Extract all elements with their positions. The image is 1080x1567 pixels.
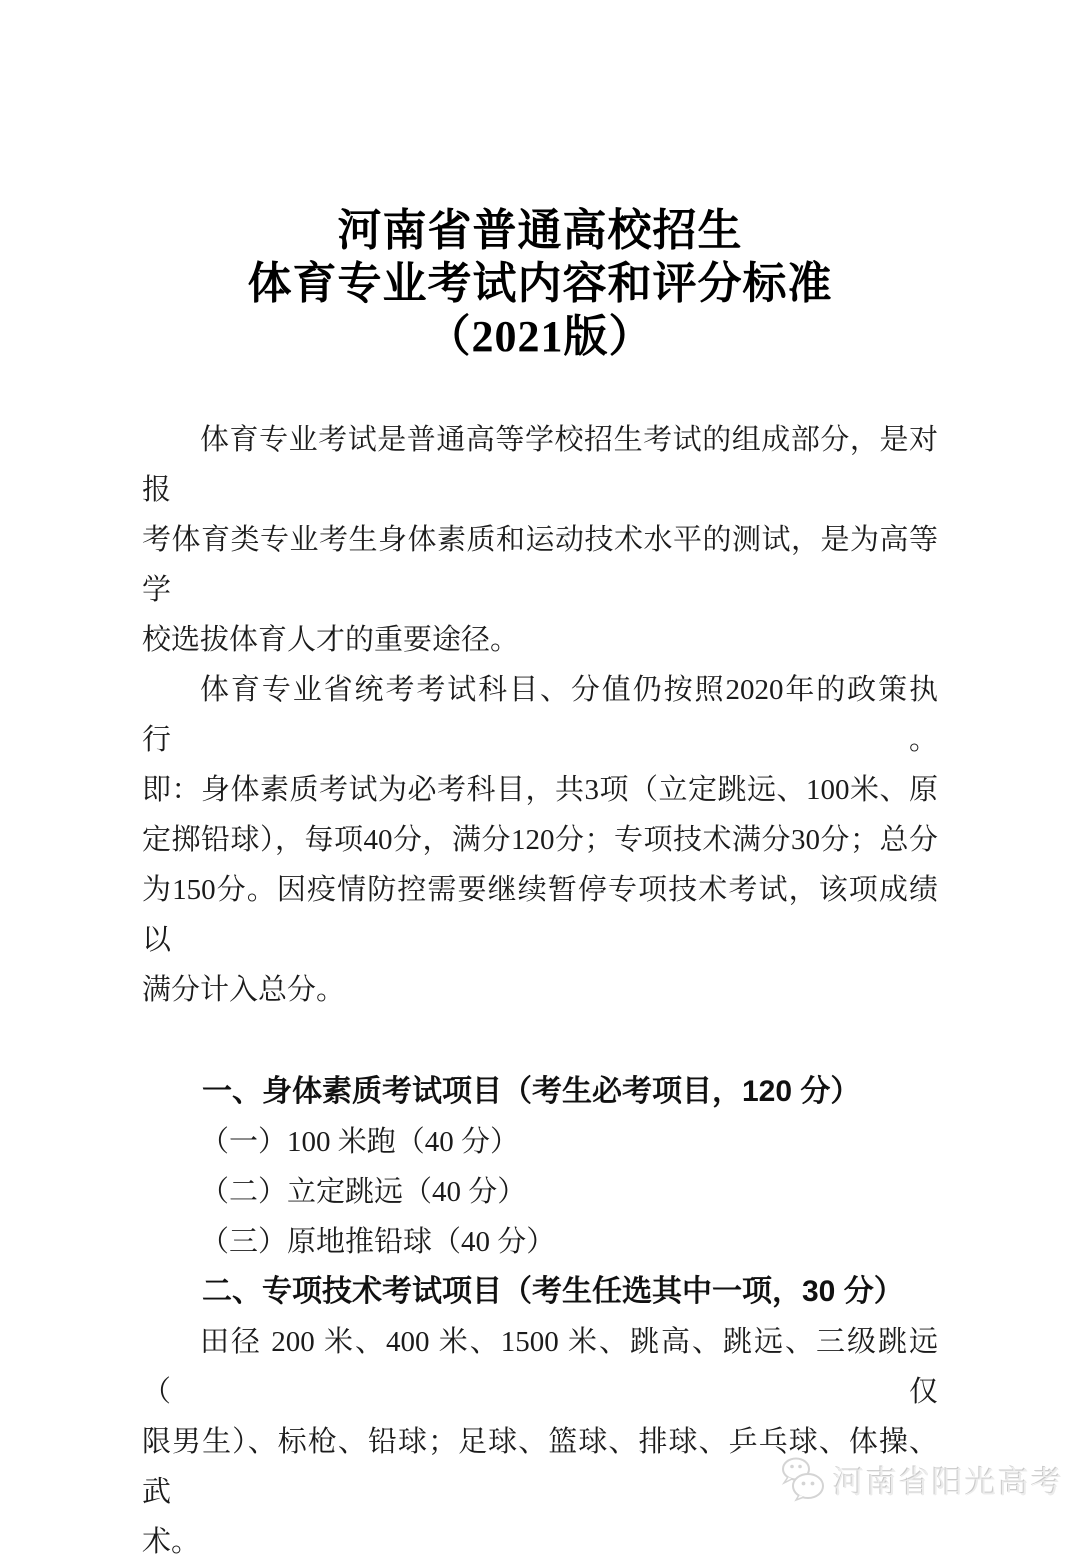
paragraph-line: 体育专业考试是普通高等学校招生考试的组成部分，是对报 <box>142 424 938 506</box>
title-line-2: 体育专业考试内容和评分标准 <box>247 259 833 308</box>
paragraph-line: 限男生）、标枪、铅球；足球、篮球、排球、乒乓球、体操、武 <box>142 1426 938 1508</box>
document-content <box>142 0 938 1567</box>
section-heading-1: 一、身体素质考试项目（考生必考项目，120 分） <box>202 1075 861 1108</box>
events-paragraph <box>142 1317 938 1567</box>
intro-paragraph <box>142 415 938 665</box>
paragraph-line: 即：身体素质考试为必考科目，共3项（立定跳远、100米、原 <box>142 774 938 806</box>
document-title <box>142 0 938 363</box>
watermark-label: 河南省阳光高考 <box>833 1464 1064 1500</box>
policy-paragraph <box>142 665 938 1015</box>
paragraph-line: 满分计入总分。 <box>142 974 346 1006</box>
list-item-2: （二）立定跳远（40 分） <box>200 1176 527 1208</box>
section-heading-2: 二、专项技术考试项目（考生任选其中一项，30 分） <box>202 1275 904 1308</box>
title-line-3: （2021版） <box>426 312 654 361</box>
paragraph-line: 为150分。因疫情防控需要继续暂停专项技术考试，该项成绩以 <box>142 874 938 956</box>
paragraph-line: 校选拔体育人才的重要途径。 <box>142 624 520 656</box>
paragraph-line: 考体育类专业考生身体素质和运动技术水平的测试，是为高等学 <box>142 524 938 606</box>
paragraph-line: 定掷铅球），每项40分，满分120分；专项技术满分30分；总分 <box>142 824 938 856</box>
list-item-3: （三）原地推铅球（40 分） <box>200 1226 556 1258</box>
title-line-1: 河南省普通高校招生 <box>337 206 743 255</box>
list-item-1: （一）100 米跑（40 分） <box>200 1126 520 1158</box>
paragraph-line: 体育专业省统考考试科目、分值仍按照2020年的政策执行。 <box>142 674 938 756</box>
paragraph-line: 田径 200 米、400 米、1500 米、跳高、跳远、三级跳远（仅 <box>142 1326 938 1408</box>
wechat-icon <box>779 1456 827 1502</box>
watermark <box>779 1456 1064 1502</box>
paragraph-line: 术。 <box>142 1526 201 1558</box>
